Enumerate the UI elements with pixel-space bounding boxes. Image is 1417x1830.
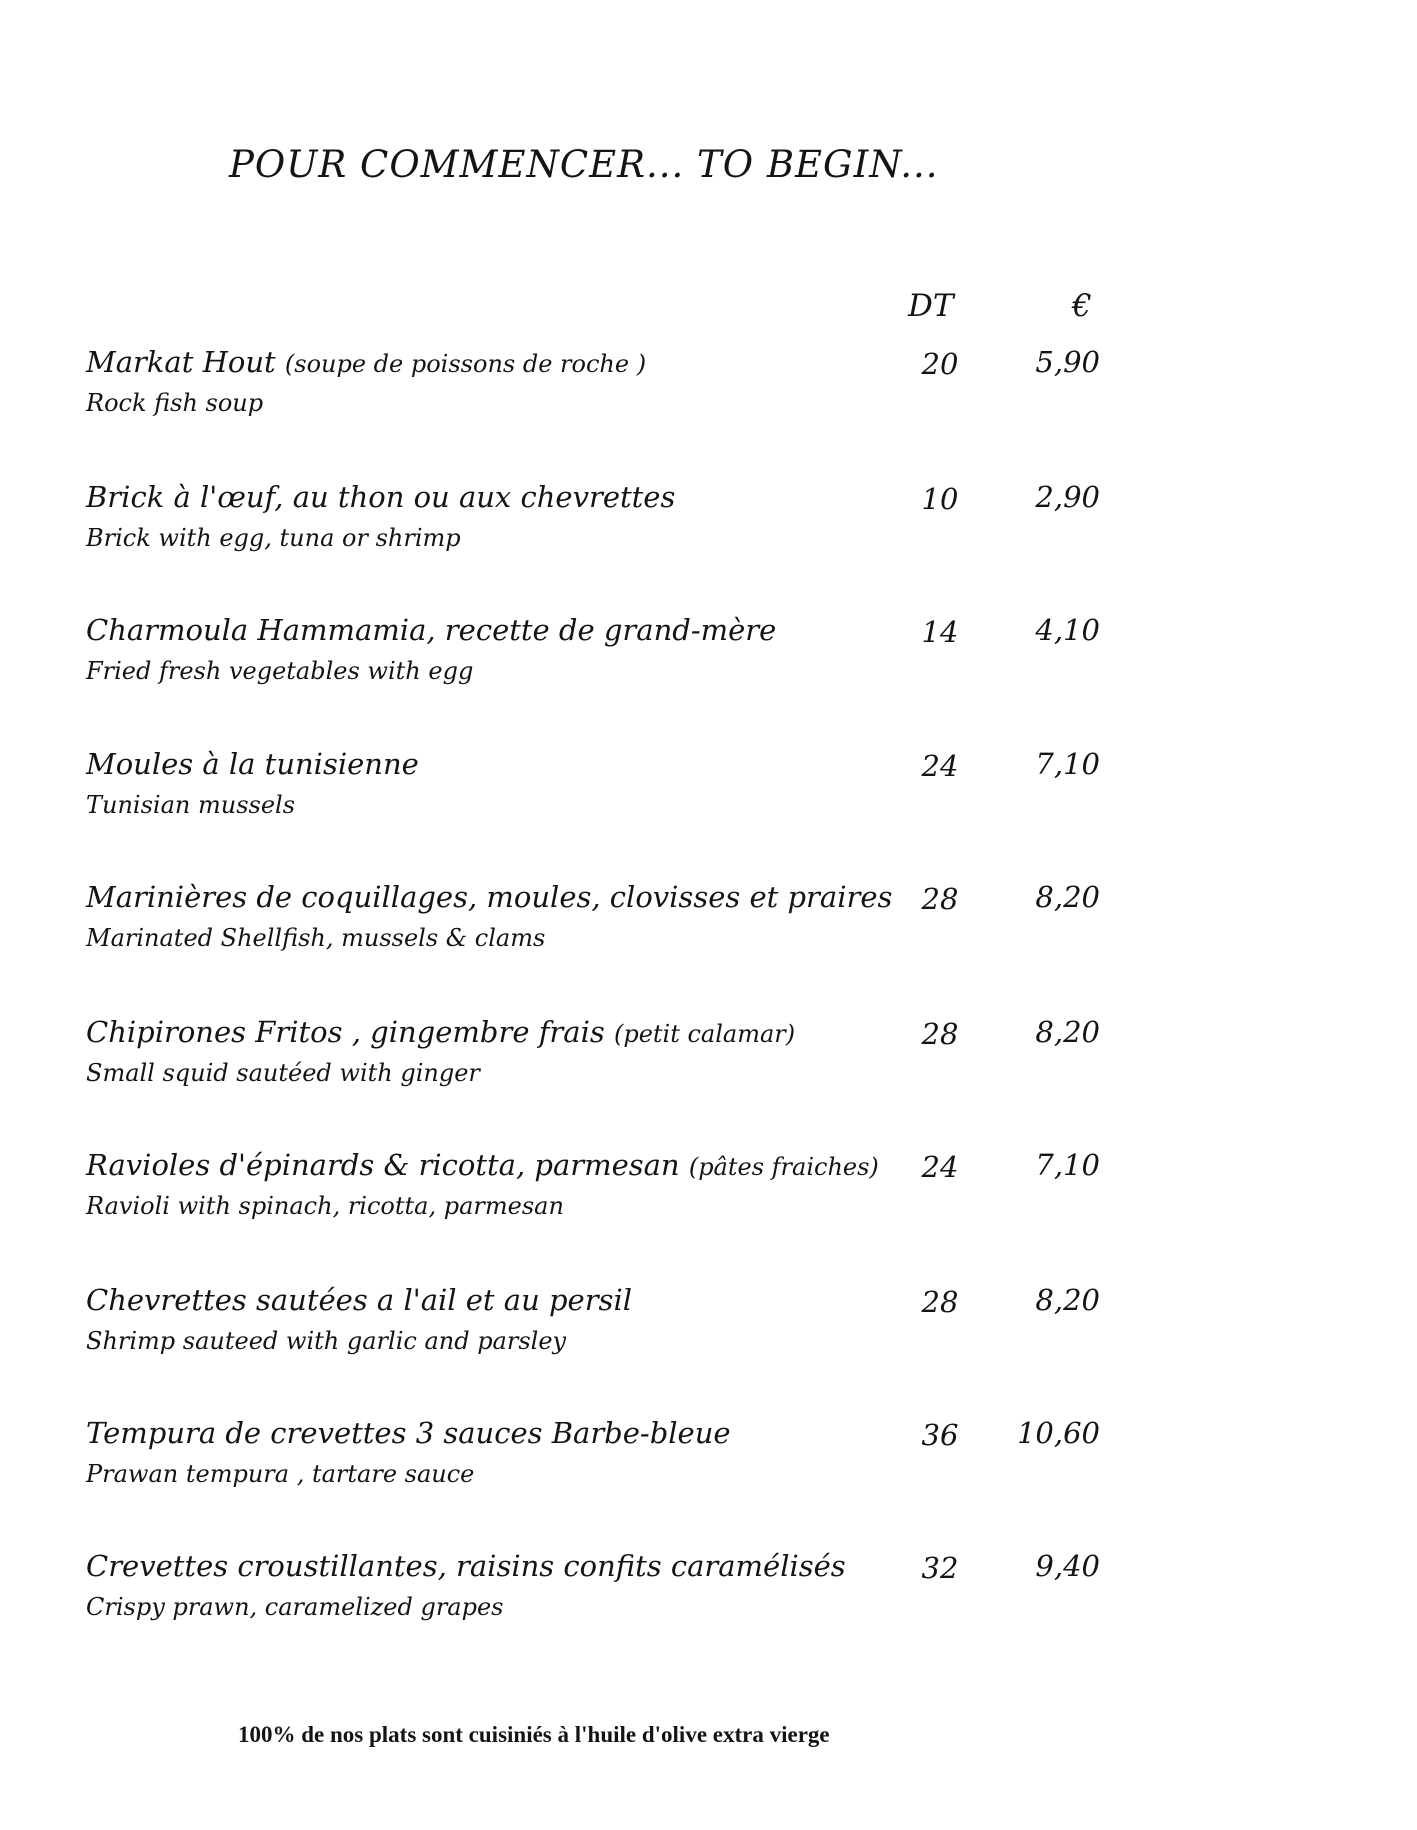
price-dt: 14 [921,615,959,649]
item-name [86,880,892,914]
item-translation: Brick with egg, tuna or shrimp [86,524,461,552]
price-euro: 7,10 [1035,747,1100,781]
item-translation: Marinated Shellfish, mussels & clams [86,924,546,952]
price-euro: 4,10 [1035,613,1100,647]
item-translation: Ravioli with spinach, ricotta, parmesan [86,1192,564,1220]
menu-item [0,1549,1417,1649]
price-dt: 10 [921,482,959,516]
item-translation: Rock fish soup [86,389,264,417]
column-header-euro: € [1072,288,1092,324]
menu-item [0,1283,1417,1383]
price-dt: 28 [921,1017,959,1051]
price-euro: 8,20 [1035,1015,1100,1049]
item-name-text: Moules à la tunisienne [86,747,419,781]
price-euro: 5,90 [1035,345,1100,379]
item-name-text: Charmoula Hammamia, recette de grand-mère [86,613,777,647]
price-euro: 2,90 [1035,480,1100,514]
item-translation: Prawan tempura , tartare sauce [86,1460,475,1488]
item-translation: Shrimp sauteed with garlic and parsley [86,1327,567,1355]
menu-item [0,1416,1417,1516]
price-euro: 10,60 [1016,1416,1100,1450]
item-note: (soupe de poissons de roche ) [284,350,647,378]
item-note: (petit calamar) [613,1020,796,1048]
menu-item [0,480,1417,580]
menu-item [0,345,1417,445]
menu-item [0,880,1417,980]
column-header-dt: DT [908,288,954,324]
item-translation: Fried fresh vegetables with egg [86,657,474,685]
item-name-text: Chipirones Fritos , gingembre frais [86,1015,605,1049]
item-translation: Small squid sautéed with ginger [86,1059,480,1087]
price-dt: 28 [921,1285,959,1319]
item-name-text: Ravioles d'épinards & ricotta, parmesan [86,1148,680,1182]
item-name [86,1015,795,1049]
item-translation: Tunisian mussels [86,791,296,819]
item-name [86,747,419,781]
price-euro: 8,20 [1035,880,1100,914]
item-name [86,1283,632,1317]
price-dt: 36 [921,1418,959,1452]
price-euro: 9,40 [1035,1549,1100,1583]
item-name-text: Crevettes croustillantes, raisins confits caramélisés [86,1549,846,1583]
item-name-text: Markat Hout [86,345,276,379]
item-name [86,1148,879,1182]
menu-item [0,747,1417,847]
item-note: (pâtes fraiches) [688,1153,879,1181]
item-name [86,480,675,514]
price-dt: 32 [921,1551,959,1585]
price-dt: 28 [921,882,959,916]
item-name-text: Marinières de coquillages, moules, clovisses et praires [86,880,893,914]
price-dt: 24 [921,1150,959,1184]
item-name [86,1416,731,1450]
menu-title: POUR COMMENCER... TO BEGIN... [229,143,939,186]
item-name [86,613,776,647]
item-name [86,1549,846,1583]
price-euro: 8,20 [1035,1283,1100,1317]
item-name-text: Tempura de crevettes 3 sauces Barbe-bleue [86,1416,731,1450]
menu-item [0,613,1417,713]
price-euro: 7,10 [1035,1148,1100,1182]
menu-item [0,1148,1417,1248]
item-name-text: Chevrettes sautées a l'ail et au persil [86,1283,632,1317]
item-translation: Crispy prawn, caramelized grapes [86,1593,504,1621]
menu-item [0,1015,1417,1115]
item-name [86,345,646,379]
footer-note: 100% de nos plats sont cuisiniés à l'huile d'olive extra vierge [238,1722,830,1747]
price-dt: 20 [921,347,959,381]
price-dt: 24 [921,749,959,783]
item-name-text: Brick à l'œuf, au thon ou aux chevrettes [86,480,676,514]
